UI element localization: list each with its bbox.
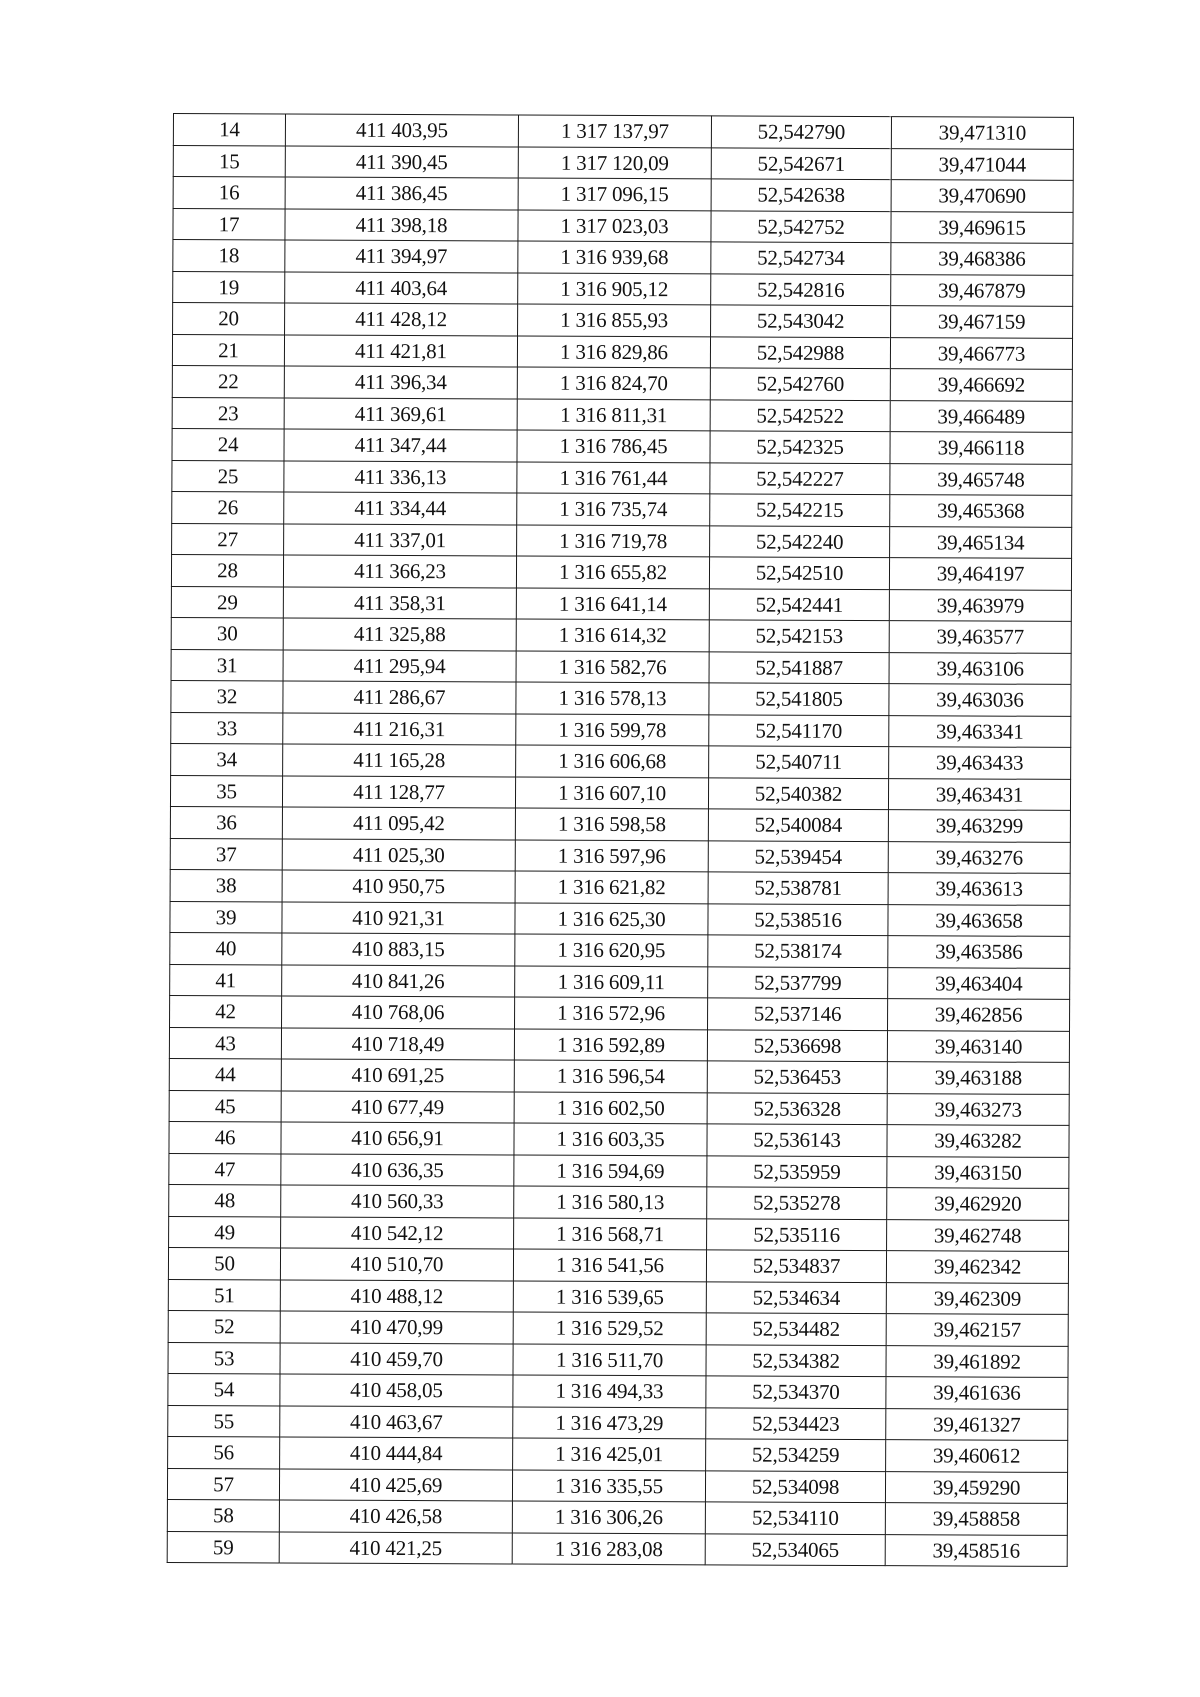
table-row bbox=[167, 1468, 1067, 1503]
point-number-cell: 56 bbox=[168, 1436, 280, 1468]
latitude-cell: 52,536143 bbox=[707, 1124, 887, 1156]
longitude-cell: 39,463577 bbox=[889, 621, 1071, 653]
latitude-cell: 52,542816 bbox=[711, 273, 891, 305]
table-row bbox=[170, 775, 1070, 810]
longitude-cell: 39,463140 bbox=[887, 1030, 1069, 1062]
point-number-cell: 20 bbox=[173, 303, 285, 335]
point-number-cell: 39 bbox=[170, 901, 282, 933]
latitude-cell: 52,538781 bbox=[708, 872, 888, 904]
table-row bbox=[170, 806, 1070, 841]
latitude-cell: 52,538516 bbox=[708, 903, 888, 935]
longitude-cell: 39,458516 bbox=[885, 1534, 1067, 1566]
longitude-cell: 39,462157 bbox=[886, 1314, 1068, 1346]
point-number-cell: 35 bbox=[170, 775, 282, 807]
point-number-cell: 42 bbox=[170, 995, 282, 1027]
y-coordinate-cell: 1 316 655,82 bbox=[516, 556, 709, 588]
table-row bbox=[168, 1247, 1068, 1282]
table-row bbox=[171, 743, 1071, 778]
point-number-cell: 44 bbox=[169, 1058, 281, 1090]
table-row bbox=[172, 491, 1072, 526]
longitude-cell: 39,465368 bbox=[890, 495, 1072, 527]
longitude-cell: 39,459290 bbox=[885, 1471, 1067, 1503]
table-row bbox=[168, 1310, 1068, 1345]
point-number-cell: 58 bbox=[167, 1499, 279, 1531]
point-number-cell: 40 bbox=[170, 932, 282, 964]
x-coordinate-cell: 410 656,91 bbox=[281, 1122, 514, 1155]
table-row bbox=[171, 680, 1071, 715]
longitude-cell: 39,465748 bbox=[890, 463, 1072, 495]
longitude-cell: 39,467159 bbox=[891, 306, 1073, 338]
longitude-cell: 39,463036 bbox=[889, 684, 1071, 716]
table-row bbox=[169, 1216, 1069, 1251]
latitude-cell: 52,535959 bbox=[707, 1155, 887, 1187]
latitude-cell: 52,542240 bbox=[710, 525, 890, 557]
longitude-cell: 39,463586 bbox=[888, 936, 1070, 968]
longitude-cell: 39,468386 bbox=[891, 243, 1073, 275]
table-row bbox=[173, 208, 1073, 243]
table-row bbox=[168, 1436, 1068, 1471]
latitude-cell: 52,536453 bbox=[707, 1061, 887, 1093]
point-number-cell: 48 bbox=[169, 1184, 281, 1216]
x-coordinate-cell: 410 950,75 bbox=[282, 870, 515, 903]
latitude-cell: 52,542760 bbox=[710, 368, 890, 400]
x-coordinate-cell: 410 560,33 bbox=[281, 1185, 514, 1218]
x-coordinate-cell: 411 295,94 bbox=[283, 649, 516, 682]
point-number-cell: 16 bbox=[173, 177, 285, 209]
latitude-cell: 52,542671 bbox=[711, 147, 891, 179]
latitude-cell: 52,542522 bbox=[710, 399, 890, 431]
table-row bbox=[172, 523, 1072, 558]
table-row bbox=[169, 1090, 1069, 1125]
latitude-cell: 52,541887 bbox=[709, 651, 889, 683]
table-row bbox=[168, 1342, 1068, 1377]
latitude-cell: 52,542734 bbox=[711, 242, 891, 274]
latitude-cell: 52,541170 bbox=[709, 714, 889, 746]
table-row bbox=[172, 334, 1072, 369]
x-coordinate-cell: 411 095,42 bbox=[282, 807, 515, 840]
latitude-cell: 52,536328 bbox=[707, 1092, 887, 1124]
table-row bbox=[173, 271, 1073, 306]
x-coordinate-cell: 411 421,81 bbox=[284, 334, 517, 367]
longitude-cell: 39,463341 bbox=[889, 715, 1071, 747]
longitude-cell: 39,463150 bbox=[887, 1156, 1069, 1188]
latitude-cell: 52,542441 bbox=[709, 588, 889, 620]
y-coordinate-cell: 1 316 641,14 bbox=[516, 588, 709, 620]
longitude-cell: 39,463299 bbox=[888, 810, 1070, 842]
point-number-cell: 55 bbox=[168, 1405, 280, 1437]
x-coordinate-cell: 410 421,25 bbox=[279, 1531, 512, 1564]
table-row bbox=[170, 838, 1070, 873]
latitude-cell: 52,534423 bbox=[706, 1407, 886, 1439]
y-coordinate-cell: 1 316 473,29 bbox=[513, 1406, 706, 1438]
x-coordinate-cell: 411 165,28 bbox=[283, 744, 516, 777]
y-coordinate-cell: 1 316 539,65 bbox=[513, 1280, 706, 1312]
latitude-cell: 52,536698 bbox=[707, 1029, 887, 1061]
y-coordinate-cell: 1 316 582,76 bbox=[516, 651, 709, 683]
latitude-cell: 52,540084 bbox=[708, 809, 888, 841]
table-row bbox=[171, 649, 1071, 684]
table-row bbox=[167, 1531, 1067, 1566]
longitude-cell: 39,466692 bbox=[890, 369, 1072, 401]
latitude-cell: 52,542215 bbox=[710, 494, 890, 526]
table-row bbox=[171, 586, 1071, 621]
point-number-cell: 52 bbox=[168, 1310, 280, 1342]
point-number-cell: 27 bbox=[172, 523, 284, 555]
y-coordinate-cell: 1 316 602,50 bbox=[514, 1091, 707, 1123]
x-coordinate-cell: 410 921,31 bbox=[282, 901, 515, 934]
y-coordinate-cell: 1 316 786,45 bbox=[517, 430, 710, 462]
y-coordinate-cell: 1 316 824,70 bbox=[517, 367, 710, 399]
table-row bbox=[171, 617, 1071, 652]
x-coordinate-cell: 410 463,67 bbox=[280, 1405, 513, 1438]
x-coordinate-cell: 410 425,69 bbox=[279, 1468, 512, 1501]
x-coordinate-cell: 411 128,77 bbox=[282, 775, 515, 808]
y-coordinate-cell: 1 317 023,03 bbox=[518, 210, 711, 242]
point-number-cell: 54 bbox=[168, 1373, 280, 1405]
y-coordinate-cell: 1 316 905,12 bbox=[518, 273, 711, 305]
point-number-cell: 18 bbox=[173, 240, 285, 272]
latitude-cell: 52,535116 bbox=[707, 1218, 887, 1250]
latitude-cell: 52,542752 bbox=[711, 210, 891, 242]
x-coordinate-cell: 410 718,49 bbox=[281, 1027, 514, 1060]
longitude-cell: 39,463273 bbox=[887, 1093, 1069, 1125]
y-coordinate-cell: 1 316 529,52 bbox=[513, 1312, 706, 1344]
point-number-cell: 36 bbox=[170, 806, 282, 838]
longitude-cell: 39,471044 bbox=[891, 148, 1073, 180]
y-coordinate-cell: 1 316 511,70 bbox=[513, 1343, 706, 1375]
x-coordinate-cell: 410 470,99 bbox=[280, 1311, 513, 1344]
latitude-cell: 52,534370 bbox=[706, 1376, 886, 1408]
y-coordinate-cell: 1 316 335,55 bbox=[512, 1469, 705, 1501]
y-coordinate-cell: 1 316 425,01 bbox=[513, 1438, 706, 1470]
y-coordinate-cell: 1 316 735,74 bbox=[517, 493, 710, 525]
longitude-cell: 39,461636 bbox=[886, 1377, 1068, 1409]
x-coordinate-cell: 411 394,97 bbox=[285, 240, 518, 273]
point-number-cell: 53 bbox=[168, 1342, 280, 1374]
table-row bbox=[171, 554, 1071, 589]
longitude-cell: 39,463188 bbox=[887, 1062, 1069, 1094]
y-coordinate-cell: 1 316 597,96 bbox=[515, 840, 708, 872]
y-coordinate-cell: 1 316 572,96 bbox=[515, 997, 708, 1029]
longitude-cell: 39,463613 bbox=[888, 873, 1070, 905]
point-number-cell: 21 bbox=[172, 334, 284, 366]
y-coordinate-cell: 1 316 592,89 bbox=[514, 1028, 707, 1060]
y-coordinate-cell: 1 316 761,44 bbox=[517, 462, 710, 494]
longitude-cell: 39,463433 bbox=[889, 747, 1071, 779]
point-number-cell: 33 bbox=[171, 712, 283, 744]
table-row bbox=[173, 240, 1073, 275]
y-coordinate-cell: 1 316 283,08 bbox=[512, 1532, 705, 1564]
latitude-cell: 52,534382 bbox=[706, 1344, 886, 1376]
point-number-cell: 24 bbox=[172, 428, 284, 460]
latitude-cell: 52,542153 bbox=[709, 620, 889, 652]
y-coordinate-cell: 1 317 120,09 bbox=[518, 147, 711, 179]
latitude-cell: 52,543042 bbox=[711, 305, 891, 337]
x-coordinate-cell: 410 677,49 bbox=[281, 1090, 514, 1123]
point-number-cell: 19 bbox=[173, 271, 285, 303]
latitude-cell: 52,537799 bbox=[708, 966, 888, 998]
point-number-cell: 34 bbox=[171, 743, 283, 775]
latitude-cell: 52,534098 bbox=[705, 1470, 885, 1502]
latitude-cell: 52,534110 bbox=[705, 1502, 885, 1534]
latitude-cell: 52,538174 bbox=[708, 935, 888, 967]
point-number-cell: 46 bbox=[169, 1121, 281, 1153]
point-number-cell: 31 bbox=[171, 649, 283, 681]
coordinates-table bbox=[167, 113, 1074, 1567]
x-coordinate-cell: 410 691,25 bbox=[281, 1059, 514, 1092]
latitude-cell: 52,534065 bbox=[705, 1533, 885, 1565]
x-coordinate-cell: 411 358,31 bbox=[283, 586, 516, 619]
longitude-cell: 39,470690 bbox=[891, 180, 1073, 212]
x-coordinate-cell: 411 337,01 bbox=[284, 523, 517, 556]
table-row bbox=[170, 964, 1070, 999]
latitude-cell: 52,539454 bbox=[708, 840, 888, 872]
y-coordinate-cell: 1 317 137,97 bbox=[518, 115, 711, 147]
longitude-cell: 39,461892 bbox=[886, 1345, 1068, 1377]
x-coordinate-cell: 410 426,58 bbox=[279, 1500, 512, 1533]
y-coordinate-cell: 1 316 578,13 bbox=[516, 682, 709, 714]
table-row bbox=[169, 1027, 1069, 1062]
longitude-cell: 39,464197 bbox=[889, 558, 1071, 590]
point-number-cell: 57 bbox=[167, 1468, 279, 1500]
x-coordinate-cell: 411 369,61 bbox=[284, 397, 517, 430]
longitude-cell: 39,462856 bbox=[888, 999, 1070, 1031]
y-coordinate-cell: 1 316 599,78 bbox=[516, 714, 709, 746]
longitude-cell: 39,462342 bbox=[886, 1251, 1068, 1283]
x-coordinate-cell: 411 396,34 bbox=[284, 366, 517, 399]
latitude-cell: 52,534482 bbox=[706, 1313, 886, 1345]
longitude-cell: 39,463431 bbox=[888, 778, 1070, 810]
longitude-cell: 39,463276 bbox=[888, 841, 1070, 873]
longitude-cell: 39,466773 bbox=[890, 337, 1072, 369]
x-coordinate-cell: 411 334,44 bbox=[284, 492, 517, 525]
longitude-cell: 39,460612 bbox=[886, 1440, 1068, 1472]
point-number-cell: 45 bbox=[169, 1090, 281, 1122]
table-row bbox=[169, 1058, 1069, 1093]
table-row bbox=[168, 1373, 1068, 1408]
longitude-cell: 39,466489 bbox=[890, 400, 1072, 432]
table-row bbox=[173, 303, 1073, 338]
table-row bbox=[168, 1279, 1068, 1314]
latitude-cell: 52,542510 bbox=[709, 557, 889, 589]
x-coordinate-cell: 411 428,12 bbox=[285, 303, 518, 336]
latitude-cell: 52,534837 bbox=[706, 1250, 886, 1282]
point-number-cell: 41 bbox=[170, 964, 282, 996]
table-row bbox=[169, 1121, 1069, 1156]
table-row bbox=[171, 712, 1071, 747]
table-row bbox=[173, 114, 1073, 149]
point-number-cell: 43 bbox=[169, 1027, 281, 1059]
x-coordinate-cell: 411 403,64 bbox=[285, 271, 518, 304]
longitude-cell: 39,462748 bbox=[887, 1219, 1069, 1251]
longitude-cell: 39,465134 bbox=[890, 526, 1072, 558]
point-number-cell: 50 bbox=[168, 1247, 280, 1279]
point-number-cell: 17 bbox=[173, 208, 285, 240]
table-row bbox=[172, 460, 1072, 495]
longitude-cell: 39,462309 bbox=[886, 1282, 1068, 1314]
longitude-cell: 39,466118 bbox=[890, 432, 1072, 464]
point-number-cell: 14 bbox=[173, 114, 285, 146]
latitude-cell: 52,540382 bbox=[708, 777, 888, 809]
table-row bbox=[167, 1499, 1067, 1534]
y-coordinate-cell: 1 316 625,30 bbox=[515, 903, 708, 935]
table-row bbox=[170, 932, 1070, 967]
latitude-cell: 52,542790 bbox=[711, 116, 891, 148]
point-number-cell: 23 bbox=[172, 397, 284, 429]
x-coordinate-cell: 410 444,84 bbox=[280, 1437, 513, 1470]
table-row bbox=[170, 869, 1070, 904]
x-coordinate-cell: 410 459,70 bbox=[280, 1342, 513, 1375]
x-coordinate-cell: 411 386,45 bbox=[285, 177, 518, 210]
x-coordinate-cell: 410 768,06 bbox=[282, 996, 515, 1029]
x-coordinate-cell: 410 883,15 bbox=[282, 933, 515, 966]
y-coordinate-cell: 1 316 306,26 bbox=[512, 1501, 705, 1533]
longitude-cell: 39,463404 bbox=[888, 967, 1070, 999]
point-number-cell: 22 bbox=[172, 365, 284, 397]
y-coordinate-cell: 1 316 620,95 bbox=[515, 934, 708, 966]
y-coordinate-cell: 1 316 606,68 bbox=[516, 745, 709, 777]
coordinates-table-body bbox=[167, 114, 1073, 1567]
point-number-cell: 51 bbox=[168, 1279, 280, 1311]
longitude-cell: 39,467879 bbox=[891, 274, 1073, 306]
y-coordinate-cell: 1 316 568,71 bbox=[514, 1217, 707, 1249]
table-row bbox=[169, 1184, 1069, 1219]
longitude-cell: 39,471310 bbox=[891, 117, 1073, 149]
table-row bbox=[172, 397, 1072, 432]
longitude-cell: 39,469615 bbox=[891, 211, 1073, 243]
x-coordinate-cell: 411 403,95 bbox=[285, 114, 518, 147]
latitude-cell: 52,534259 bbox=[706, 1439, 886, 1471]
point-number-cell: 47 bbox=[169, 1153, 281, 1185]
y-coordinate-cell: 1 316 603,35 bbox=[514, 1123, 707, 1155]
x-coordinate-cell: 411 216,31 bbox=[283, 712, 516, 745]
y-coordinate-cell: 1 316 596,54 bbox=[514, 1060, 707, 1092]
point-number-cell: 15 bbox=[173, 145, 285, 177]
longitude-cell: 39,461327 bbox=[886, 1408, 1068, 1440]
table-row bbox=[170, 901, 1070, 936]
y-coordinate-cell: 1 316 939,68 bbox=[518, 241, 711, 273]
longitude-cell: 39,462920 bbox=[887, 1188, 1069, 1220]
latitude-cell: 52,535278 bbox=[707, 1187, 887, 1219]
x-coordinate-cell: 411 025,30 bbox=[282, 838, 515, 871]
y-coordinate-cell: 1 316 811,31 bbox=[517, 399, 710, 431]
x-coordinate-cell: 410 458,05 bbox=[280, 1374, 513, 1407]
latitude-cell: 52,534634 bbox=[706, 1281, 886, 1313]
x-coordinate-cell: 411 286,67 bbox=[283, 681, 516, 714]
point-number-cell: 28 bbox=[171, 554, 283, 586]
table-row bbox=[172, 365, 1072, 400]
y-coordinate-cell: 1 316 541,56 bbox=[513, 1249, 706, 1281]
table-row bbox=[173, 145, 1073, 180]
latitude-cell: 52,542227 bbox=[710, 462, 890, 494]
table-row bbox=[173, 177, 1073, 212]
point-number-cell: 30 bbox=[171, 617, 283, 649]
table-row bbox=[169, 1153, 1069, 1188]
longitude-cell: 39,463106 bbox=[889, 652, 1071, 684]
x-coordinate-cell: 410 841,26 bbox=[282, 964, 515, 997]
point-number-cell: 38 bbox=[170, 869, 282, 901]
y-coordinate-cell: 1 316 829,86 bbox=[517, 336, 710, 368]
y-coordinate-cell: 1 316 494,33 bbox=[513, 1375, 706, 1407]
table-row bbox=[172, 428, 1072, 463]
point-number-cell: 32 bbox=[171, 680, 283, 712]
y-coordinate-cell: 1 316 621,82 bbox=[515, 871, 708, 903]
latitude-cell: 52,542988 bbox=[710, 336, 890, 368]
x-coordinate-cell: 411 398,18 bbox=[285, 208, 518, 241]
x-coordinate-cell: 411 347,44 bbox=[284, 429, 517, 462]
y-coordinate-cell: 1 316 609,11 bbox=[515, 965, 708, 997]
point-number-cell: 25 bbox=[172, 460, 284, 492]
table-row bbox=[168, 1405, 1068, 1440]
x-coordinate-cell: 411 390,45 bbox=[285, 145, 518, 178]
x-coordinate-cell: 411 336,13 bbox=[284, 460, 517, 493]
x-coordinate-cell: 410 488,12 bbox=[280, 1279, 513, 1312]
longitude-cell: 39,463979 bbox=[889, 589, 1071, 621]
latitude-cell: 52,542638 bbox=[711, 179, 891, 211]
y-coordinate-cell: 1 316 855,93 bbox=[518, 304, 711, 336]
point-number-cell: 37 bbox=[170, 838, 282, 870]
y-coordinate-cell: 1 316 719,78 bbox=[517, 525, 710, 557]
latitude-cell: 52,541805 bbox=[709, 683, 889, 715]
latitude-cell: 52,537146 bbox=[708, 998, 888, 1030]
longitude-cell: 39,463658 bbox=[888, 904, 1070, 936]
x-coordinate-cell: 410 636,35 bbox=[281, 1153, 514, 1186]
point-number-cell: 26 bbox=[172, 491, 284, 523]
x-coordinate-cell: 410 542,12 bbox=[281, 1216, 514, 1249]
x-coordinate-cell: 410 510,70 bbox=[280, 1248, 513, 1281]
y-coordinate-cell: 1 316 598,58 bbox=[515, 808, 708, 840]
latitude-cell: 52,542325 bbox=[710, 431, 890, 463]
latitude-cell: 52,540711 bbox=[709, 746, 889, 778]
longitude-cell: 39,463282 bbox=[887, 1125, 1069, 1157]
y-coordinate-cell: 1 317 096,15 bbox=[518, 178, 711, 210]
y-coordinate-cell: 1 316 614,32 bbox=[516, 619, 709, 651]
y-coordinate-cell: 1 316 580,13 bbox=[514, 1186, 707, 1218]
coordinates-table-wrapper bbox=[167, 113, 1073, 1567]
y-coordinate-cell: 1 316 607,10 bbox=[515, 777, 708, 809]
point-number-cell: 49 bbox=[169, 1216, 281, 1248]
table-row bbox=[170, 995, 1070, 1030]
point-number-cell: 29 bbox=[171, 586, 283, 618]
point-number-cell: 59 bbox=[167, 1531, 279, 1563]
y-coordinate-cell: 1 316 594,69 bbox=[514, 1154, 707, 1186]
x-coordinate-cell: 411 325,88 bbox=[283, 618, 516, 651]
longitude-cell: 39,458858 bbox=[885, 1503, 1067, 1535]
x-coordinate-cell: 411 366,23 bbox=[283, 555, 516, 588]
